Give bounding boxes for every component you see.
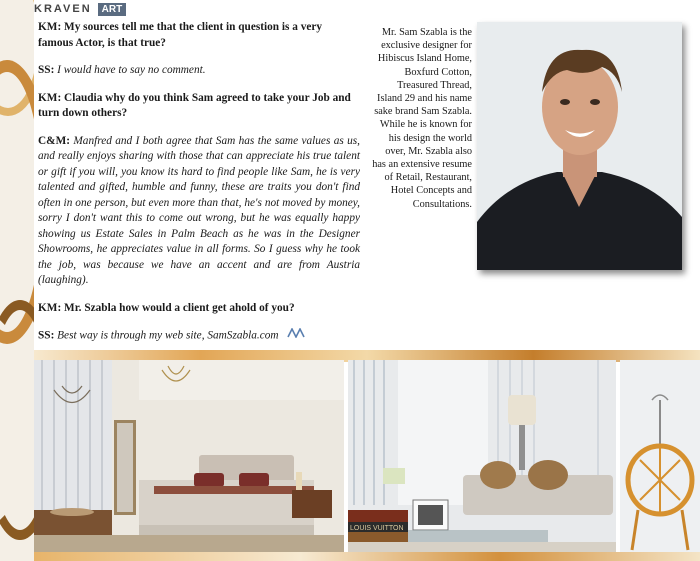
question-text: Claudia why do you think Sam agreed to take your Job and turn down others?: [38, 91, 351, 119]
answer-text: I would have to say no comment.: [57, 64, 206, 76]
question-text: Mr. Szabla how would a client get ahold of you?: [64, 301, 295, 314]
left-decorative-border: [0, 0, 34, 561]
speaker-label: KM:: [38, 301, 62, 314]
designer-portrait: [477, 22, 682, 270]
speaker-label: C&M:: [38, 134, 70, 147]
gold-decorative-strip: [34, 552, 700, 561]
designer-bio: Mr. Sam Szabla is the exclusive designer for Hibiscus Island Home, Boxfurd Cotton, Treasured Thread, Island 29 and his name sake brand Sam Szabla. While he is known for his design the world over, Mr. Szabla also has an extensive resume of Retail, Restaurant, Hotel Concepts and Consultations.: [372, 27, 472, 210]
interview-question: [38, 301, 360, 317]
speaker-label: SS:: [38, 329, 55, 342]
magazine-logo: KRAVEN: [34, 3, 92, 15]
interview-article: [38, 20, 360, 356]
interview-question: [38, 91, 360, 122]
bronze-arc-decoration: [0, 300, 34, 540]
living-room-photo: [348, 360, 616, 552]
magazine-header: [34, 0, 126, 18]
interview-question: [38, 20, 360, 51]
bedroom-photo: [34, 360, 344, 552]
speaker-label: KM:: [38, 91, 62, 104]
interior-photo-strip: [34, 360, 700, 552]
interview-answer: [38, 134, 360, 289]
speaker-label: KM:: [38, 21, 62, 33]
answer-text: Manfred and I both agree that Sam has the same values as us, and really enjoys sharing with those that can appreciate his true talent or gift if you will, you know its hard to find people like Sam, he is very talented and gifted, humble and funny, these are traits you don't find often in one person, but even more than that, he's not moved by money, sorry I don't want this to come out wrong, but he was equally happy showing us Estate Sales in Palm Beach as he was in the Designer Showrooms, he appreciates value in all forms. So I guess why he took the job, was because we have an accent and are from Austria (laughing).: [38, 134, 361, 286]
answer-text: Best way is through my web site, SamSzabla.com: [57, 329, 279, 342]
interview-answer: [38, 63, 360, 79]
chair-photo: [620, 360, 700, 552]
book-spine-text: LOUIS VUITTON: [350, 525, 404, 532]
question-text: My sources tell me that the client in question is a very famous Actor, is that true?: [38, 21, 323, 49]
section-tag: ART: [98, 3, 127, 16]
speaker-label: SS:: [38, 64, 55, 76]
interview-answer: [38, 328, 360, 344]
article-end-icon: [287, 328, 305, 344]
